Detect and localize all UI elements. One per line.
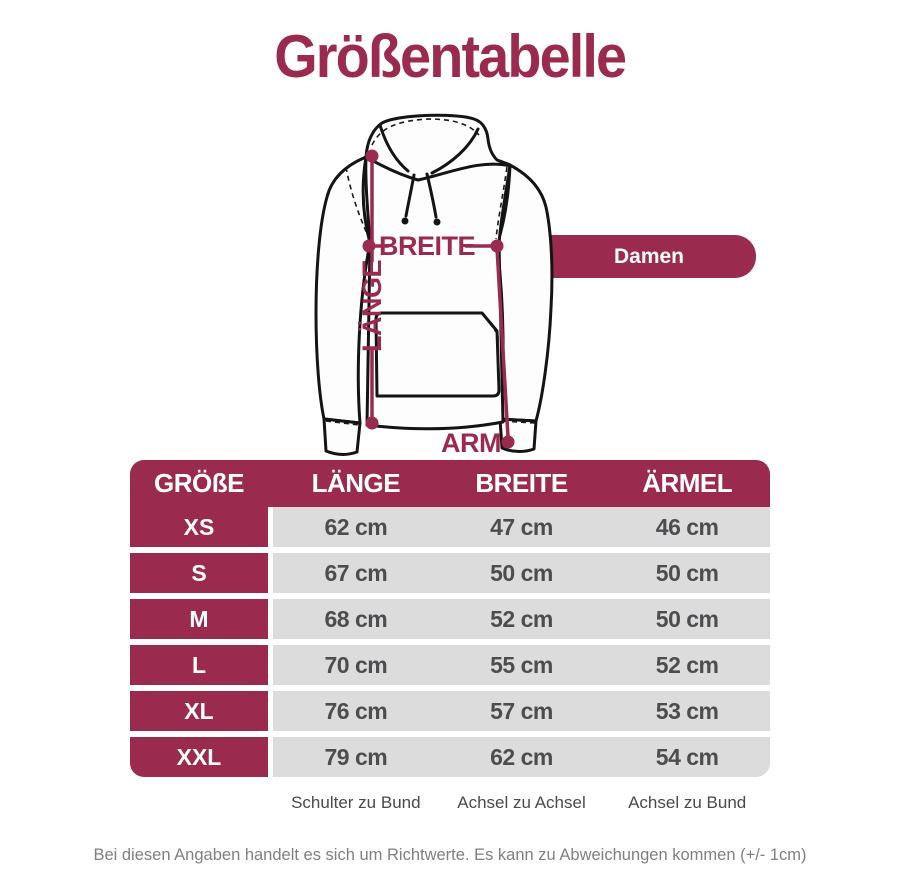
disclaimer-note: Bei diesen Angaben handelt es sich um Richtwerte. Es kann zu Abweichungen kommen (+/- 1cm) (93, 846, 807, 864)
kangaroo-pocket (376, 313, 499, 396)
table-row (130, 599, 770, 639)
table-row (130, 737, 770, 777)
header-width: BREITE (475, 468, 568, 498)
size-table (130, 460, 770, 777)
sleeve-value: 50 cm (604, 599, 770, 639)
hoodie-line-drawing (290, 103, 770, 463)
width-value: 62 cm (439, 737, 605, 777)
size-table-header (130, 460, 770, 507)
width-value: 52 cm (439, 599, 605, 639)
length-measure-label: LÄNGE (357, 260, 387, 352)
length-value: 79 cm (273, 737, 439, 777)
sleeve-description: Achsel zu Bund (628, 793, 747, 812)
header-sleeve: ÄRMEL (642, 468, 733, 498)
drawstring-tip-right (434, 219, 441, 226)
size-label: XXL (130, 737, 268, 777)
length-value: 62 cm (273, 507, 439, 547)
measure-dot-shoulder (366, 150, 379, 163)
width-value: 47 cm (439, 507, 605, 547)
sleeve-value: 50 cm (604, 553, 770, 593)
sleeve-value: 53 cm (604, 691, 770, 731)
table-row (130, 645, 770, 685)
size-label: L (130, 645, 268, 685)
length-value: 76 cm (273, 691, 439, 731)
page-title-text: Größentabelle (274, 23, 626, 90)
sleeve-value: 54 cm (604, 737, 770, 777)
width-value: 50 cm (439, 553, 605, 593)
length-value: 67 cm (273, 553, 439, 593)
measure-dot-width-right (491, 240, 504, 253)
page-title (0, 22, 900, 91)
header-size: GRÖßE (154, 468, 244, 498)
arm-measure-label: ARM (441, 428, 501, 458)
size-label: XL (130, 691, 268, 731)
sleeve-value: 46 cm (604, 507, 770, 547)
table-row (130, 553, 770, 593)
length-value: 68 cm (273, 599, 439, 639)
size-label: M (130, 599, 268, 639)
sleeve-value: 52 cm (604, 645, 770, 685)
width-value: 55 cm (439, 645, 605, 685)
length-description: Schulter zu Bund (291, 793, 421, 812)
product-badge-label: Damen Kapuzenpullover (564, 245, 734, 311)
width-value: 57 cm (439, 691, 605, 731)
hoodie-diagram-area (290, 103, 770, 463)
width-measure-label: BREITE (378, 231, 476, 261)
column-descriptions (273, 793, 770, 813)
table-row (130, 507, 770, 547)
width-description: Achsel zu Achsel (457, 793, 586, 812)
length-value: 70 cm (273, 645, 439, 685)
drawstring-tip-left (402, 218, 409, 225)
measure-dot-hem (366, 417, 379, 430)
size-label: S (130, 553, 268, 593)
size-label: XS (130, 507, 268, 547)
measure-dot-arm (502, 436, 515, 449)
measure-dot-width-left (363, 240, 376, 253)
table-row (130, 691, 770, 731)
header-length: LÄNGE (311, 468, 401, 498)
